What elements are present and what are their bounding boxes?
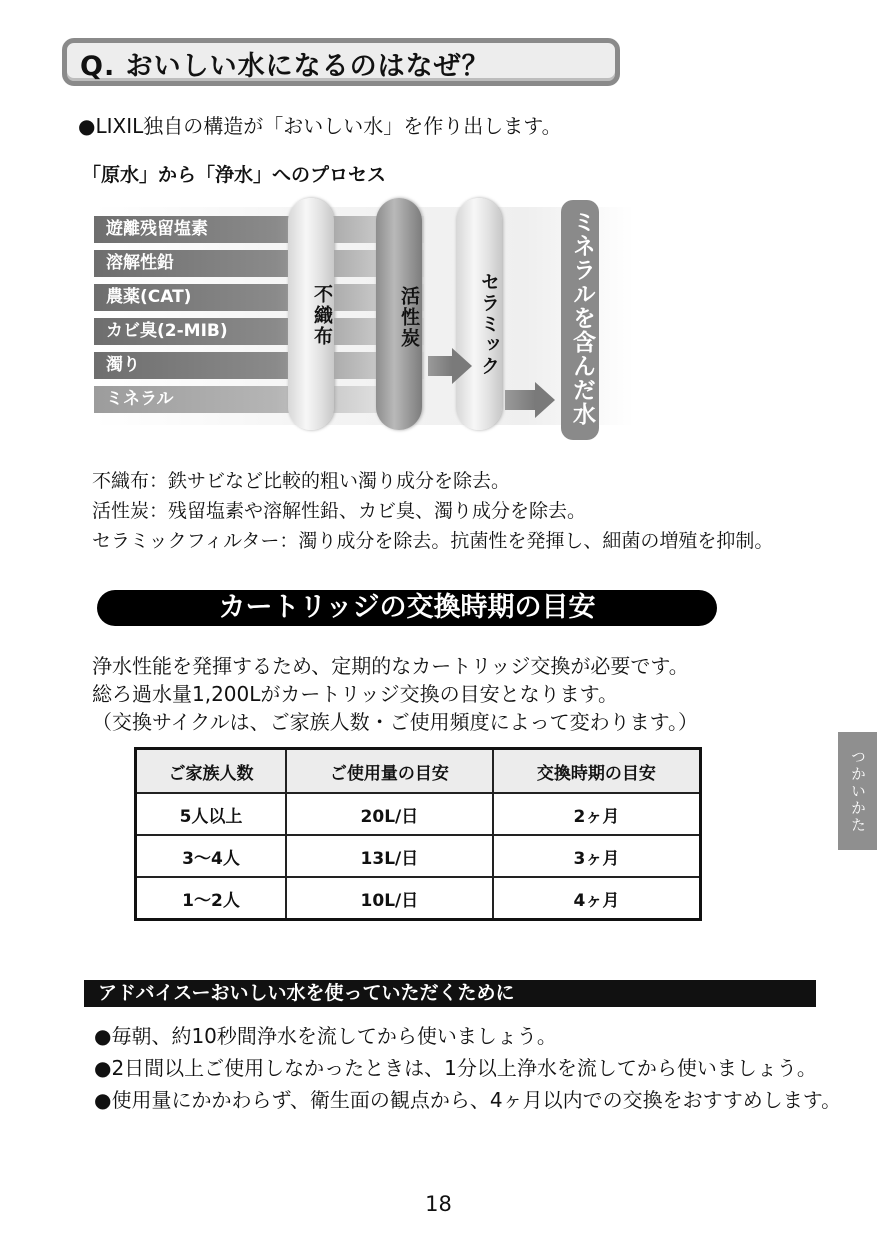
filter-label: 活性炭 — [398, 286, 420, 349]
table-header: ご家族人数 — [136, 749, 286, 794]
description-line: 活性炭：残留塩素や溶解性鉛、カビ臭、濁り成分を除去。 — [92, 500, 587, 522]
contaminant-bar: 溶解性鉛 — [94, 250, 424, 277]
advice-item: ●使用量にかかわらず、衛生面の観点から、4ヶ月以内での交換をおすすめします。 — [94, 1088, 842, 1112]
table-cell: 2ヶ月 — [493, 793, 701, 835]
table-cell: 3〜4人 — [136, 835, 286, 877]
contaminant-bar: 農薬(CAT) — [94, 284, 424, 311]
page-number: 18 — [425, 1192, 452, 1216]
table-header: ご使用量の目安 — [286, 749, 493, 794]
table-cell: 10L/日 — [286, 877, 493, 920]
table-cell: 4ヶ月 — [493, 877, 701, 920]
paragraph-line: （交換サイクルは、ご家族人数・ご使用頻度によって変わります。） — [92, 710, 698, 734]
filter-label: 不織布 — [311, 284, 333, 347]
contaminant-bar: カビ臭(2-MIB) — [94, 318, 424, 345]
table-row — [136, 793, 701, 835]
table-header-row — [136, 749, 701, 794]
table-cell: 1〜2人 — [136, 877, 286, 920]
paragraph-line: 総ろ過水量1,200Lがカートリッジ交換の目安となります。 — [92, 682, 618, 706]
flow-arrow-head — [535, 382, 555, 418]
flow-arrow — [505, 390, 535, 410]
table-row — [136, 877, 701, 920]
intro-text: ●LIXIL独自の構造が「おいしい水」を作り出します。 — [78, 114, 562, 138]
description-line: 不織布：鉄サビなど比較的粗い濁り成分を除去。 — [92, 470, 511, 492]
table-header: 交換時期の目安 — [493, 749, 701, 794]
table-cell: 20L/日 — [286, 793, 493, 835]
replacement-table — [134, 747, 702, 921]
table-cell: 5人以上 — [136, 793, 286, 835]
process-title: 「原水」から「浄水」へのプロセス — [82, 164, 387, 186]
contaminant-bar: 遊離残留塩素 — [94, 216, 424, 243]
table-row — [136, 835, 701, 877]
side-tab[interactable]: つかいかた — [838, 732, 877, 850]
advice-title: アドバイスーおいしい水を使っていただくために — [84, 980, 816, 1007]
page-title: Q. おいしい水になるのはなぜ？ — [80, 51, 490, 82]
contaminant-bar: 濁り — [94, 352, 424, 379]
advice-item: ●2日間以上ご使用しなかったときは、1分以上浄水を流してから使いましょう。 — [94, 1056, 817, 1080]
flow-arrow — [428, 356, 452, 376]
paragraph-line: 浄水性能を発揮するため、定期的なカートリッジ交換が必要です。 — [92, 654, 689, 678]
description-line: セラミックフィルター：濁り成分を除去。抗菌性を発揮し、細菌の増殖を抑制。 — [92, 530, 774, 552]
filter-label: セラミック — [478, 272, 500, 377]
table-cell: 13L/日 — [286, 835, 493, 877]
mineral-bar: ミネラル — [94, 386, 424, 413]
table-cell: 3ヶ月 — [493, 835, 701, 877]
flow-arrow-head — [452, 348, 472, 384]
advice-item: ●毎朝、約10秒間浄水を流してから使いましょう。 — [94, 1024, 557, 1048]
section-banner: カートリッジの交換時期の目安 — [97, 590, 717, 626]
output-label: ミネラルを含んだ水 — [569, 210, 595, 426]
